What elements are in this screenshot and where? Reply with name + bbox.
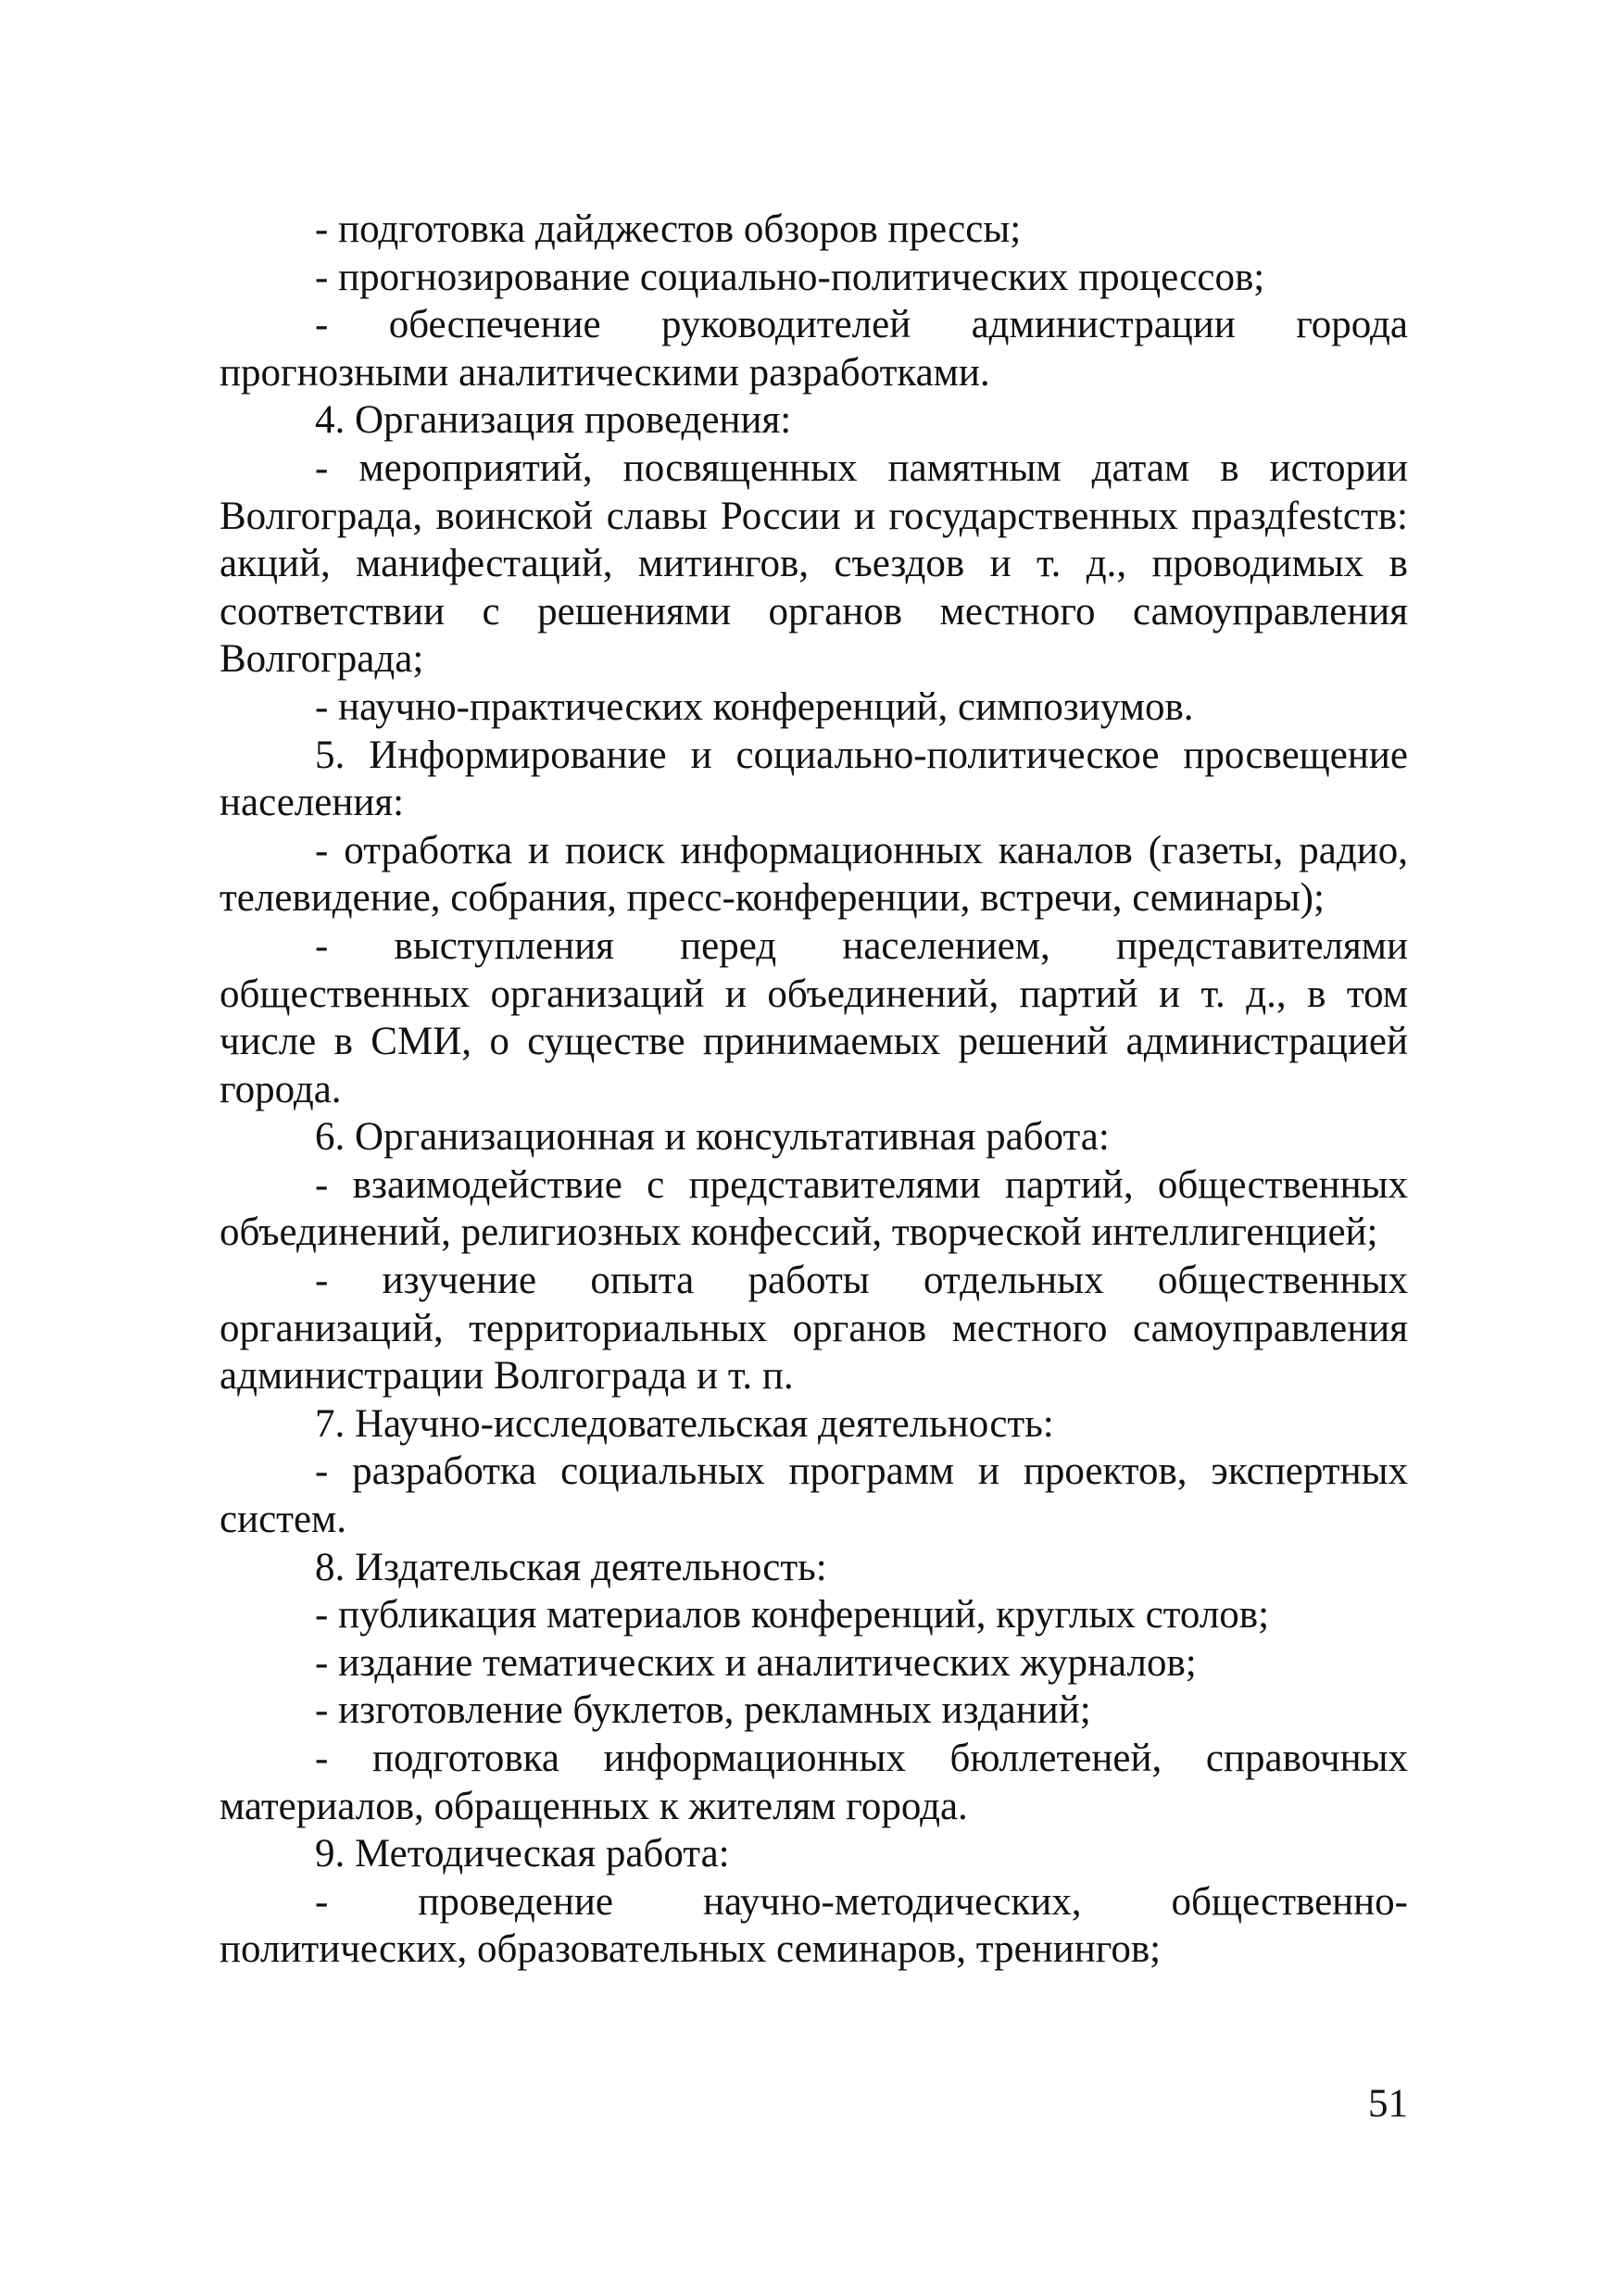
paragraph: - изготовление буклетов, рекламных изданий; (315, 1688, 1091, 1733)
paragraph: - отработка и поиск информационных каналов (газеты, радио, телевидение, собрания, пресс-конференции, встречи, семинары); (220, 828, 1408, 921)
paragraph: - мероприятий, посвященных памятным датам в истории Волгограда, воинской славы России и государственных праздfestств: акций, манифестаций, митингов, съездов и т. д., проводимых в соответствии с решениями органов местного самоуправления Волгограда; (220, 445, 1408, 682)
paragraph: - подготовка информационных бюллетеней, справочных материалов, обращенных к жителям города. (220, 1737, 1408, 1828)
section-heading: 7. Научно-исследовательская деятельность: (315, 1401, 1054, 1446)
paragraph: - разработка социальных программ и проектов, экспертных систем. (220, 1449, 1408, 1542)
page-number: 51 (1368, 2082, 1408, 2126)
section-heading: 5. Информирование и социально-политическое просвещение населения: (220, 733, 1408, 825)
paragraph: - проведение научно-методических, общественно-политических, образовательных семинаров, тренингов; (220, 1879, 1408, 1972)
body-text (220, 206, 1408, 1974)
section-heading: 9. Методическая работа: (315, 1832, 730, 1876)
paragraph: - выступления перед населением, представителями общественных организаций и объединений, партий и т. д., в том числе в СМИ, о существе принимаемых решений администрацией города. (220, 923, 1408, 1111)
paragraph: - подготовка дайджестов обзоров прессы; (315, 207, 1022, 251)
paragraph: - обеспечение руководителей администрации города прогнозными аналитическими разработками. (220, 303, 1408, 395)
paragraph: - научно-практических конференций, симпозиумов. (315, 684, 1194, 729)
section-heading: 4. Организация проведения: (315, 398, 792, 443)
paragraph: - изучение опыта работы отдельных общественных организаций, территориальных органов местного самоуправления администрации Волгограда и т. п. (220, 1259, 1408, 1399)
section-heading: 8. Издательская деятельность: (315, 1545, 827, 1589)
paragraph: - взаимодействие с представителями партий, общественных объединений, религиозных конфессий, творческой интеллигенцией; (220, 1162, 1408, 1255)
paragraph: - прогнозирование социально-политических процессов; (315, 255, 1265, 299)
section-heading: 6. Организационная и консультативная работа: (315, 1115, 1110, 1160)
paragraph: - издание тематических и аналитических журналов; (315, 1640, 1197, 1685)
paragraph: - публикация материалов конференций, круглых столов; (315, 1593, 1270, 1637)
